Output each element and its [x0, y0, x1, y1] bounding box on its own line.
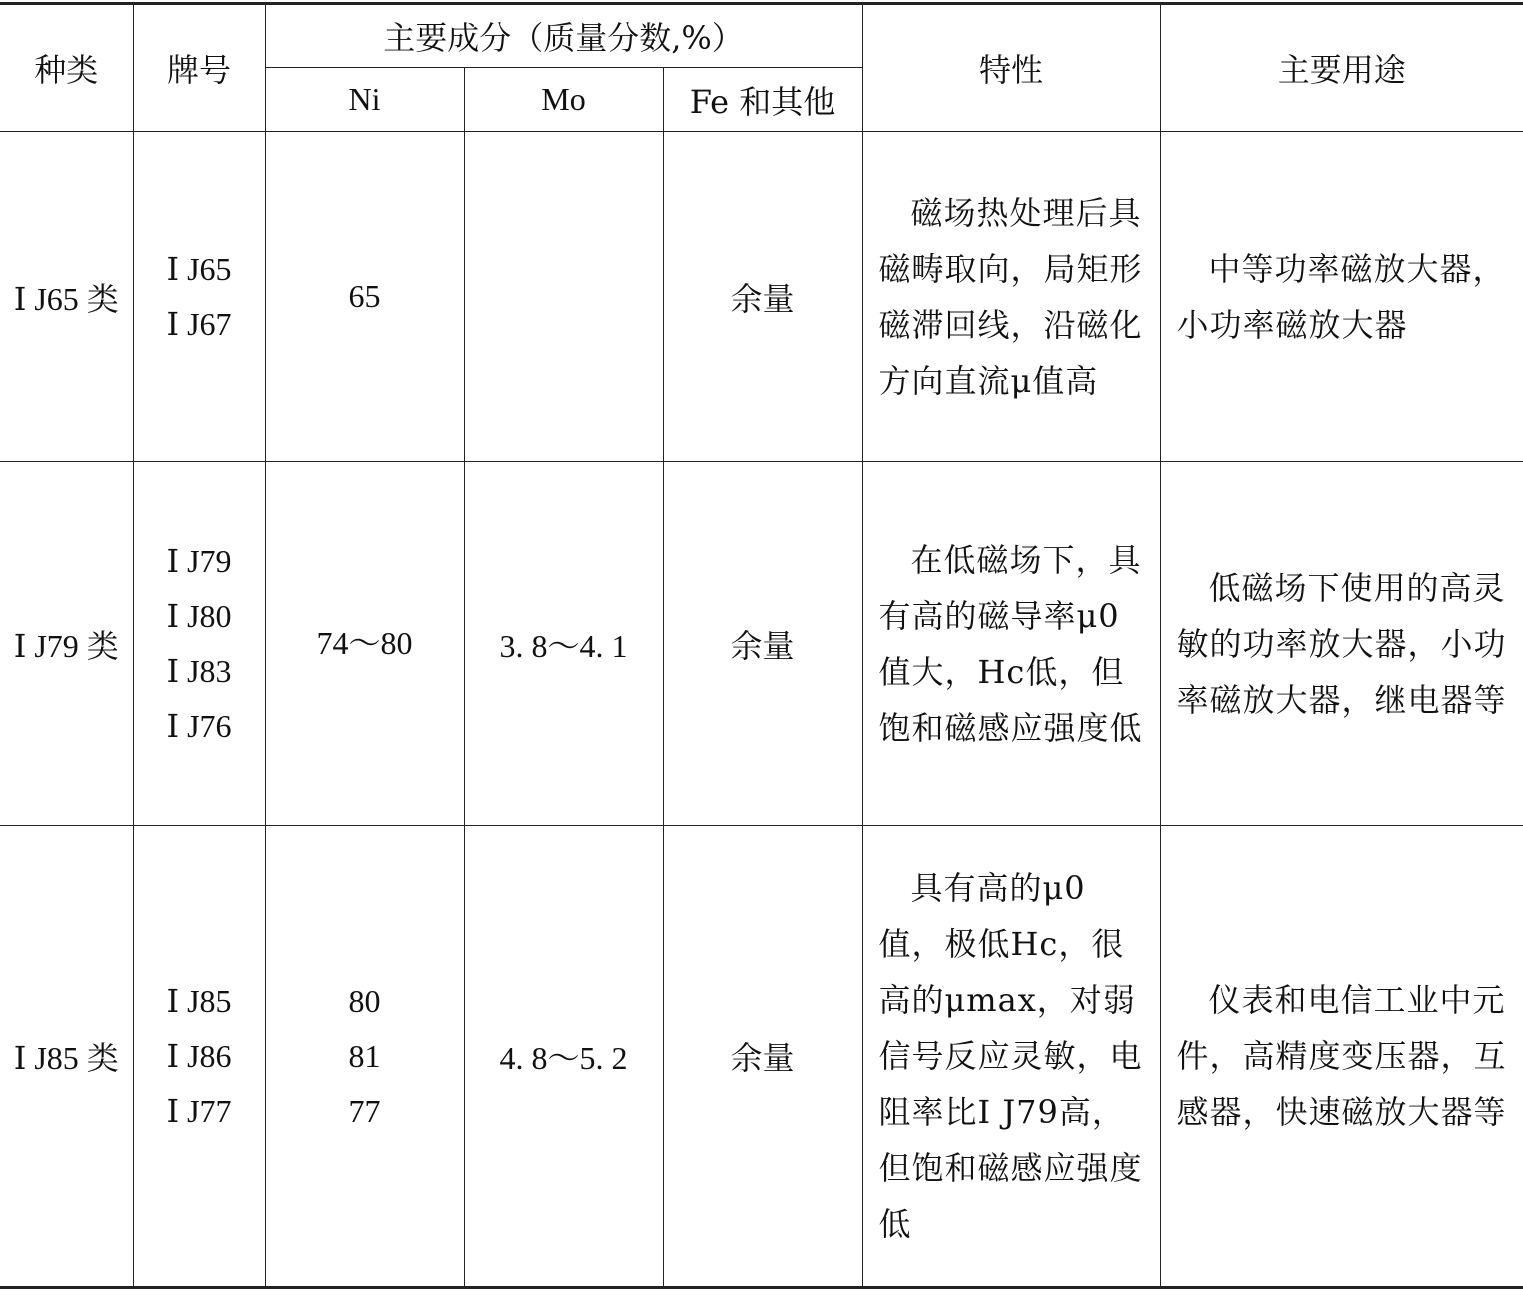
cell-property [862, 462, 1160, 826]
cell-fe: 余量 [663, 462, 862, 826]
grade-item: Ⅰ J76 [166, 707, 232, 744]
header-mo: Mo [464, 68, 663, 132]
grade-item: Ⅰ J80 [166, 597, 232, 634]
cell-grades [133, 132, 265, 462]
cell-usage [1160, 132, 1523, 462]
ni-value: 81 [348, 1037, 381, 1074]
cell-property [862, 132, 1160, 462]
property-text: 具有高的μ0值，极低Hc，很高的μmax，对弱信号反应灵敏，电阻率比Ⅰ J79高，但饱和磁感应强度低 [878, 869, 1143, 1243]
cell-grades [133, 462, 265, 826]
table-row [0, 826, 1523, 1288]
cell-fe: 余量 [663, 826, 862, 1288]
cell-mo [464, 132, 663, 462]
usage-text: 仪表和电信工业中元件，高精度变压器，互感器，快速磁放大器等 [1176, 981, 1507, 1131]
property-text: 在低磁场下，具有高的磁导率μ0值大，Hc低，但饱和磁感应强度低 [878, 540, 1143, 747]
ni-value: 74～80 [316, 625, 413, 661]
cell-usage [1160, 462, 1523, 826]
cell-mo: 3. 8～4. 1 [464, 462, 663, 826]
header-usage: 主要用途 [1160, 4, 1523, 132]
cell-kind: Ⅰ J79 类 [0, 462, 133, 826]
cell-mo: 4. 8～5. 2 [464, 826, 663, 1288]
cell-usage [1160, 826, 1523, 1288]
cell-fe: 余量 [663, 132, 862, 462]
grade-item: Ⅰ J67 [166, 305, 232, 342]
grade-item: Ⅰ J83 [166, 652, 232, 689]
header-ni: Ni [265, 68, 464, 132]
cell-property [862, 826, 1160, 1288]
grade-item: Ⅰ J65 [166, 250, 232, 287]
cell-ni [265, 462, 464, 826]
cell-kind: Ⅰ J85 类 [0, 826, 133, 1288]
header-kind: 种类 [0, 4, 133, 132]
cell-grades [133, 826, 265, 1288]
table-row [0, 132, 1523, 462]
grade-item: Ⅰ J79 [166, 542, 232, 579]
cell-ni [265, 826, 464, 1288]
header-grade: 牌号 [133, 4, 265, 132]
cell-ni [265, 132, 464, 462]
grade-item: Ⅰ J86 [166, 1037, 232, 1074]
grade-item: Ⅰ J77 [166, 1092, 232, 1129]
header-row [0, 4, 1523, 68]
cell-kind: Ⅰ J65 类 [0, 132, 133, 462]
property-text: 磁场热处理后具磁畴取向，局矩形磁滞回线，沿磁化方向直流μ值高 [878, 193, 1143, 400]
usage-text: 低磁场下使用的高灵敏的功率放大器，小功率磁放大器，继电器等 [1176, 568, 1507, 719]
alloy-table [0, 2, 1523, 1289]
grade-item: Ⅰ J85 [166, 982, 232, 1019]
ni-value: 77 [348, 1092, 381, 1129]
header-property: 特性 [862, 4, 1160, 132]
ni-value: 65 [348, 278, 381, 314]
ni-value: 80 [348, 982, 381, 1019]
header-fe: Fe 和其他 [663, 68, 862, 132]
header-composition: 主要成分（质量分数,%） [265, 4, 862, 68]
usage-text: 中等功率磁放大器，小功率磁放大器 [1176, 249, 1506, 344]
table-row [0, 462, 1523, 826]
